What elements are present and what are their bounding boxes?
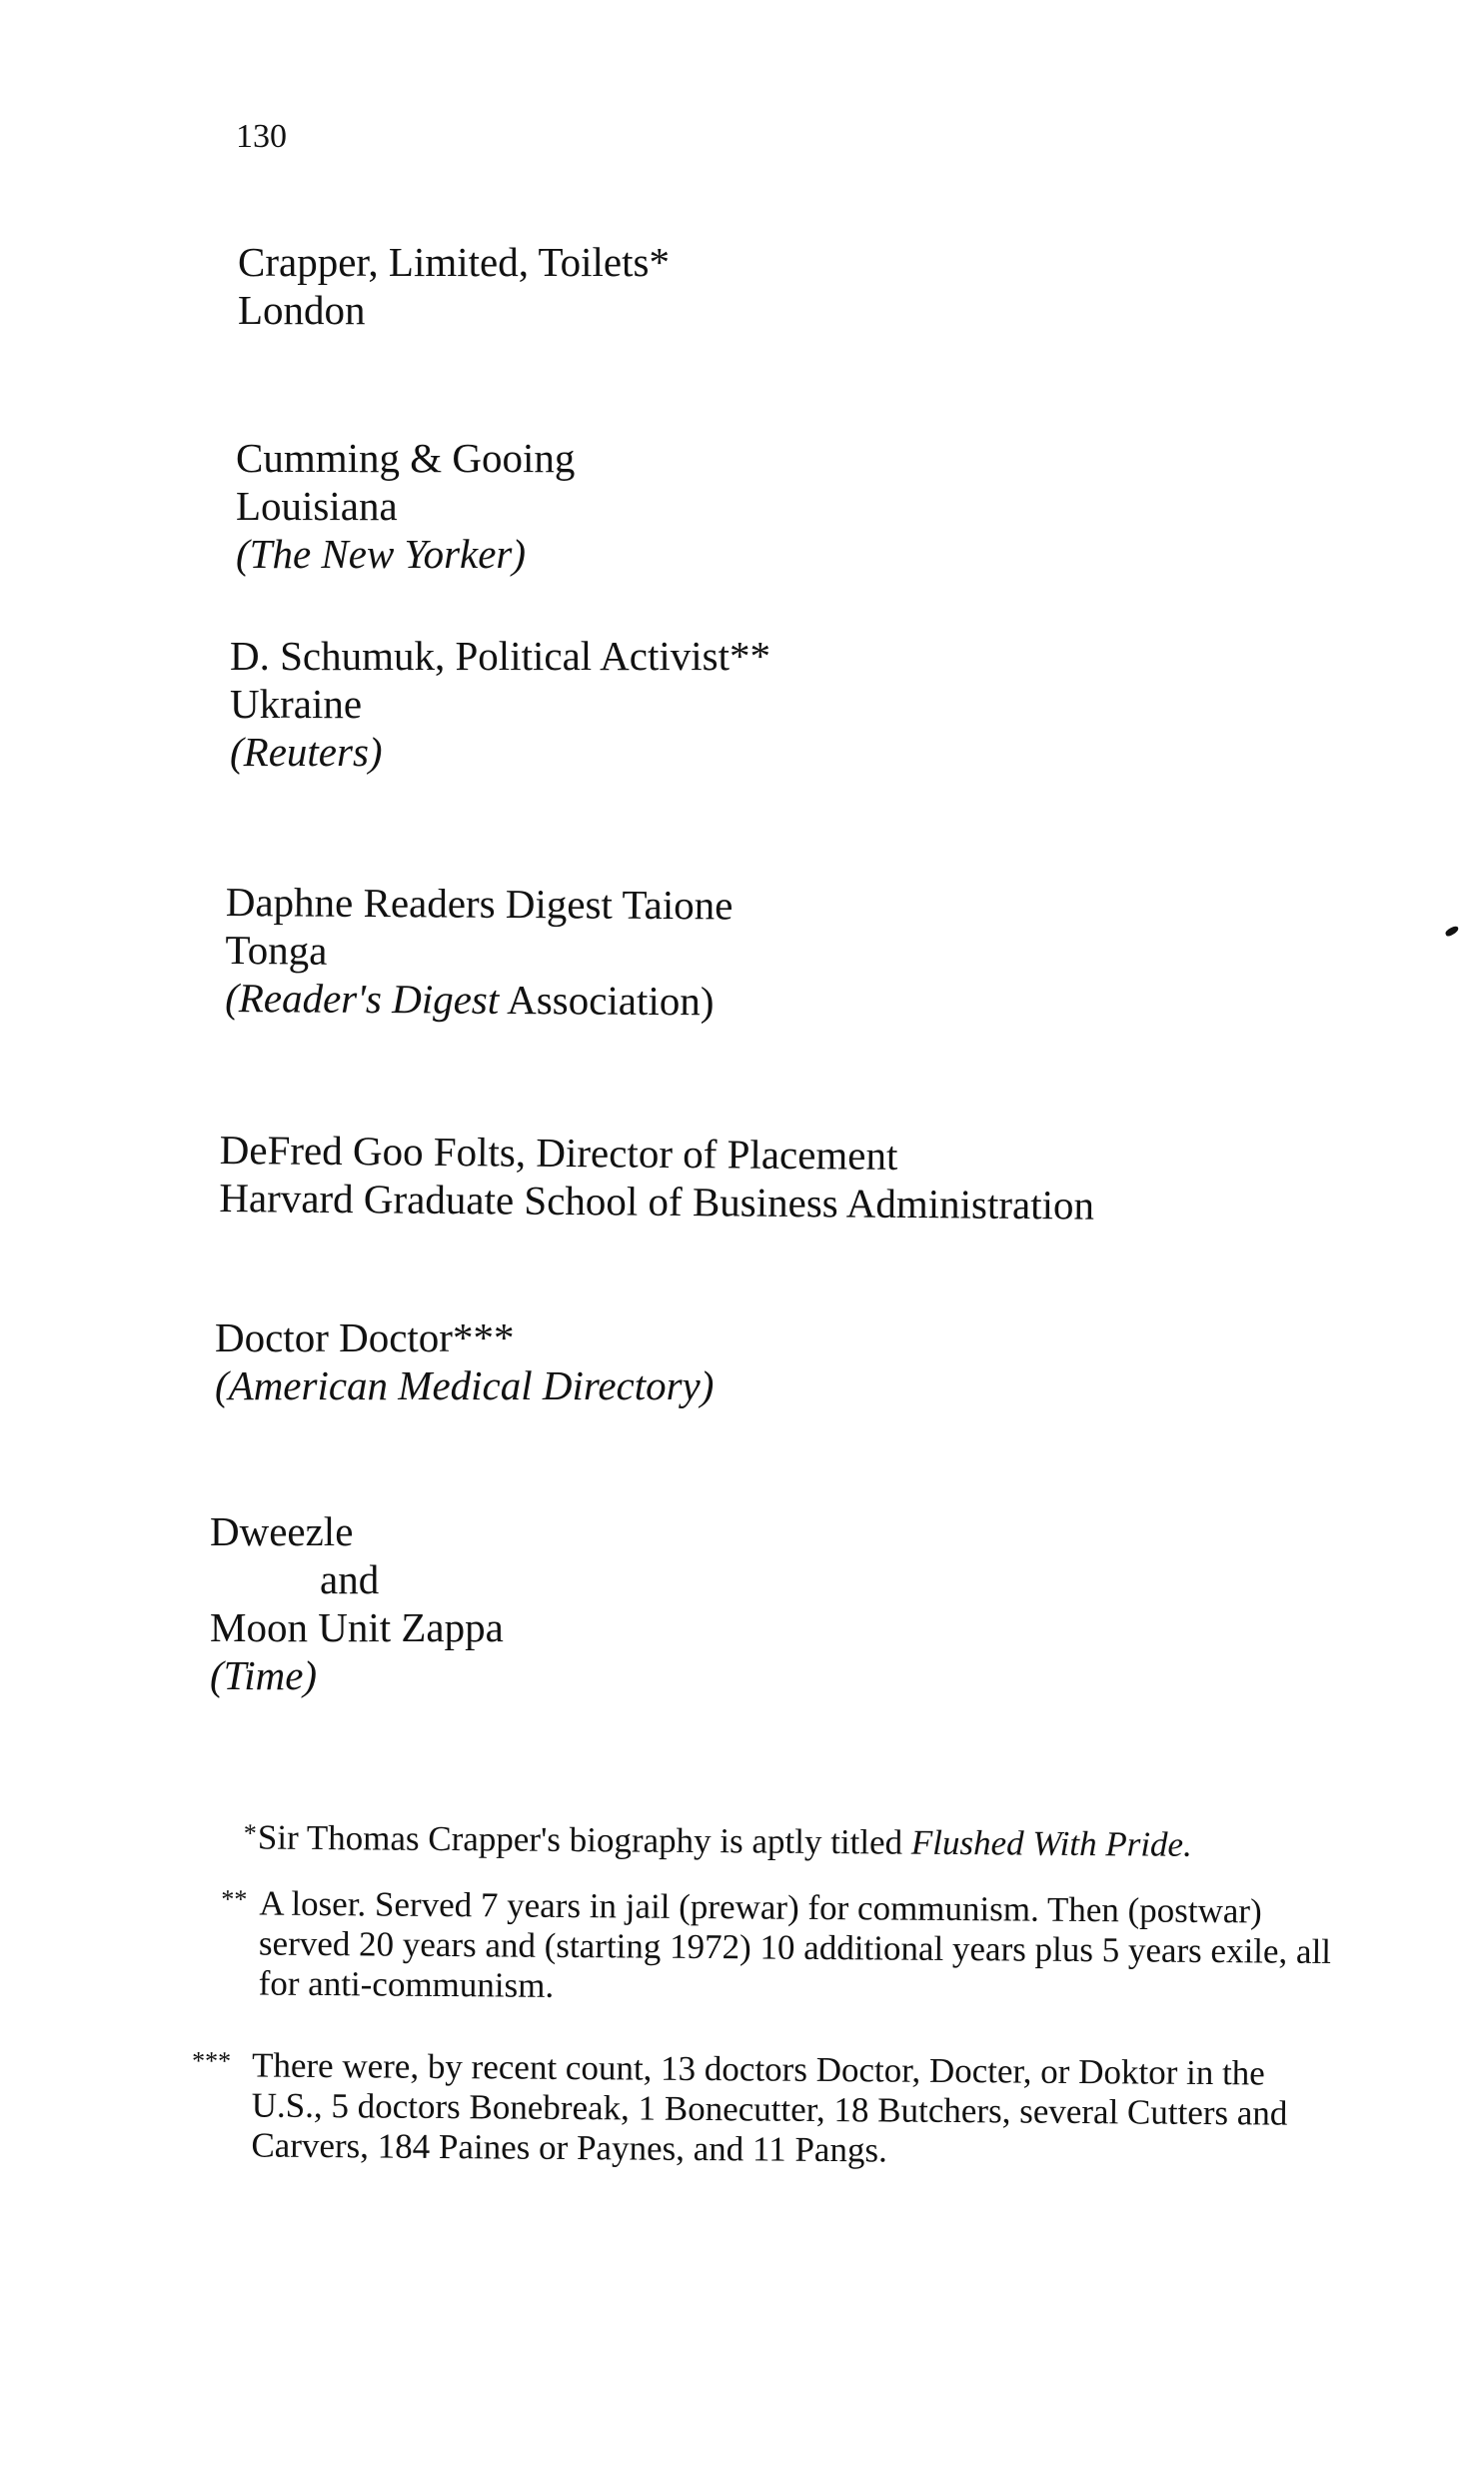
entry-name: DeFred Goo Folts, Director of Placement: [219, 1127, 898, 1179]
entry-source: (Reuters): [230, 729, 383, 775]
entry-source-plain: Association): [499, 976, 715, 1025]
entry-schumuk: [230, 632, 770, 776]
entry-name: Daphne Readers Digest Taione: [225, 879, 734, 929]
entry-name-second: Moon Unit Zappa: [210, 1604, 504, 1650]
entry-source-italic: (Reader's Digest: [225, 974, 500, 1023]
entry-name-first: Dweezle: [210, 1508, 354, 1554]
footnote: [190, 1817, 1339, 1866]
footnote-text: There were, by recent count, 13 doctors Doctor, Docter, or Doktor in the U.S., 5 doctors Bonebreak, 1 Bonecutter, 18 Butchers, several Cutters and Carvers, 184 Paines or Paynes, and 11 Pangs.: [251, 2045, 1288, 2170]
entry-name: Cumming & Gooing: [236, 435, 576, 481]
footnote-mark: ***: [191, 2046, 232, 2076]
entry-cumming-gooing: [236, 434, 575, 578]
footnote-mark: **: [221, 1884, 248, 1914]
footnote-italic-title: Flushed With Pride.: [910, 1822, 1192, 1864]
entry-folts: [219, 1126, 1094, 1230]
footnote-text: Sir Thomas Crapper's biography is aptly titled: [257, 1817, 912, 1862]
footnote: [189, 1883, 1339, 2012]
entry-zappa: [210, 1507, 504, 1699]
entry-name: Crapper, Limited, Toilets*: [238, 239, 670, 285]
entry-source: (American Medical Directory): [215, 1362, 715, 1408]
entry-location: Louisiana: [236, 483, 398, 529]
footnote-text: A loser. Served 7 years in jail (prewar) for communism. Then (postwar) served 20 years and (starting 1972) 10 additional years plus 5 years exile, all for anti-communism.: [258, 1883, 1332, 2005]
entry-location: London: [238, 287, 366, 333]
entry-source: (The New Yorker): [236, 531, 527, 577]
footnote-mark: *: [243, 1818, 257, 1848]
scan-speck: [1444, 925, 1460, 937]
page-number: 130: [236, 118, 287, 155]
entry-doctor-doctor: [215, 1313, 714, 1409]
entry-crapper: [238, 238, 670, 334]
entry-name: Doctor Doctor***: [215, 1314, 515, 1360]
entry-source: [225, 974, 733, 1026]
footnotes: [187, 1817, 1339, 2200]
entry-taione: [225, 878, 734, 1026]
footnote: [187, 2045, 1337, 2174]
entry-location: Tonga: [225, 926, 328, 974]
entry-source: (Time): [210, 1652, 318, 1698]
entry-name: D. Schumuk, Political Activist**: [230, 633, 770, 679]
entry-location: Ukraine: [230, 681, 363, 727]
entry-joiner: and: [320, 1556, 380, 1602]
entry-location: Harvard Graduate School of Business Administration: [219, 1174, 1095, 1229]
